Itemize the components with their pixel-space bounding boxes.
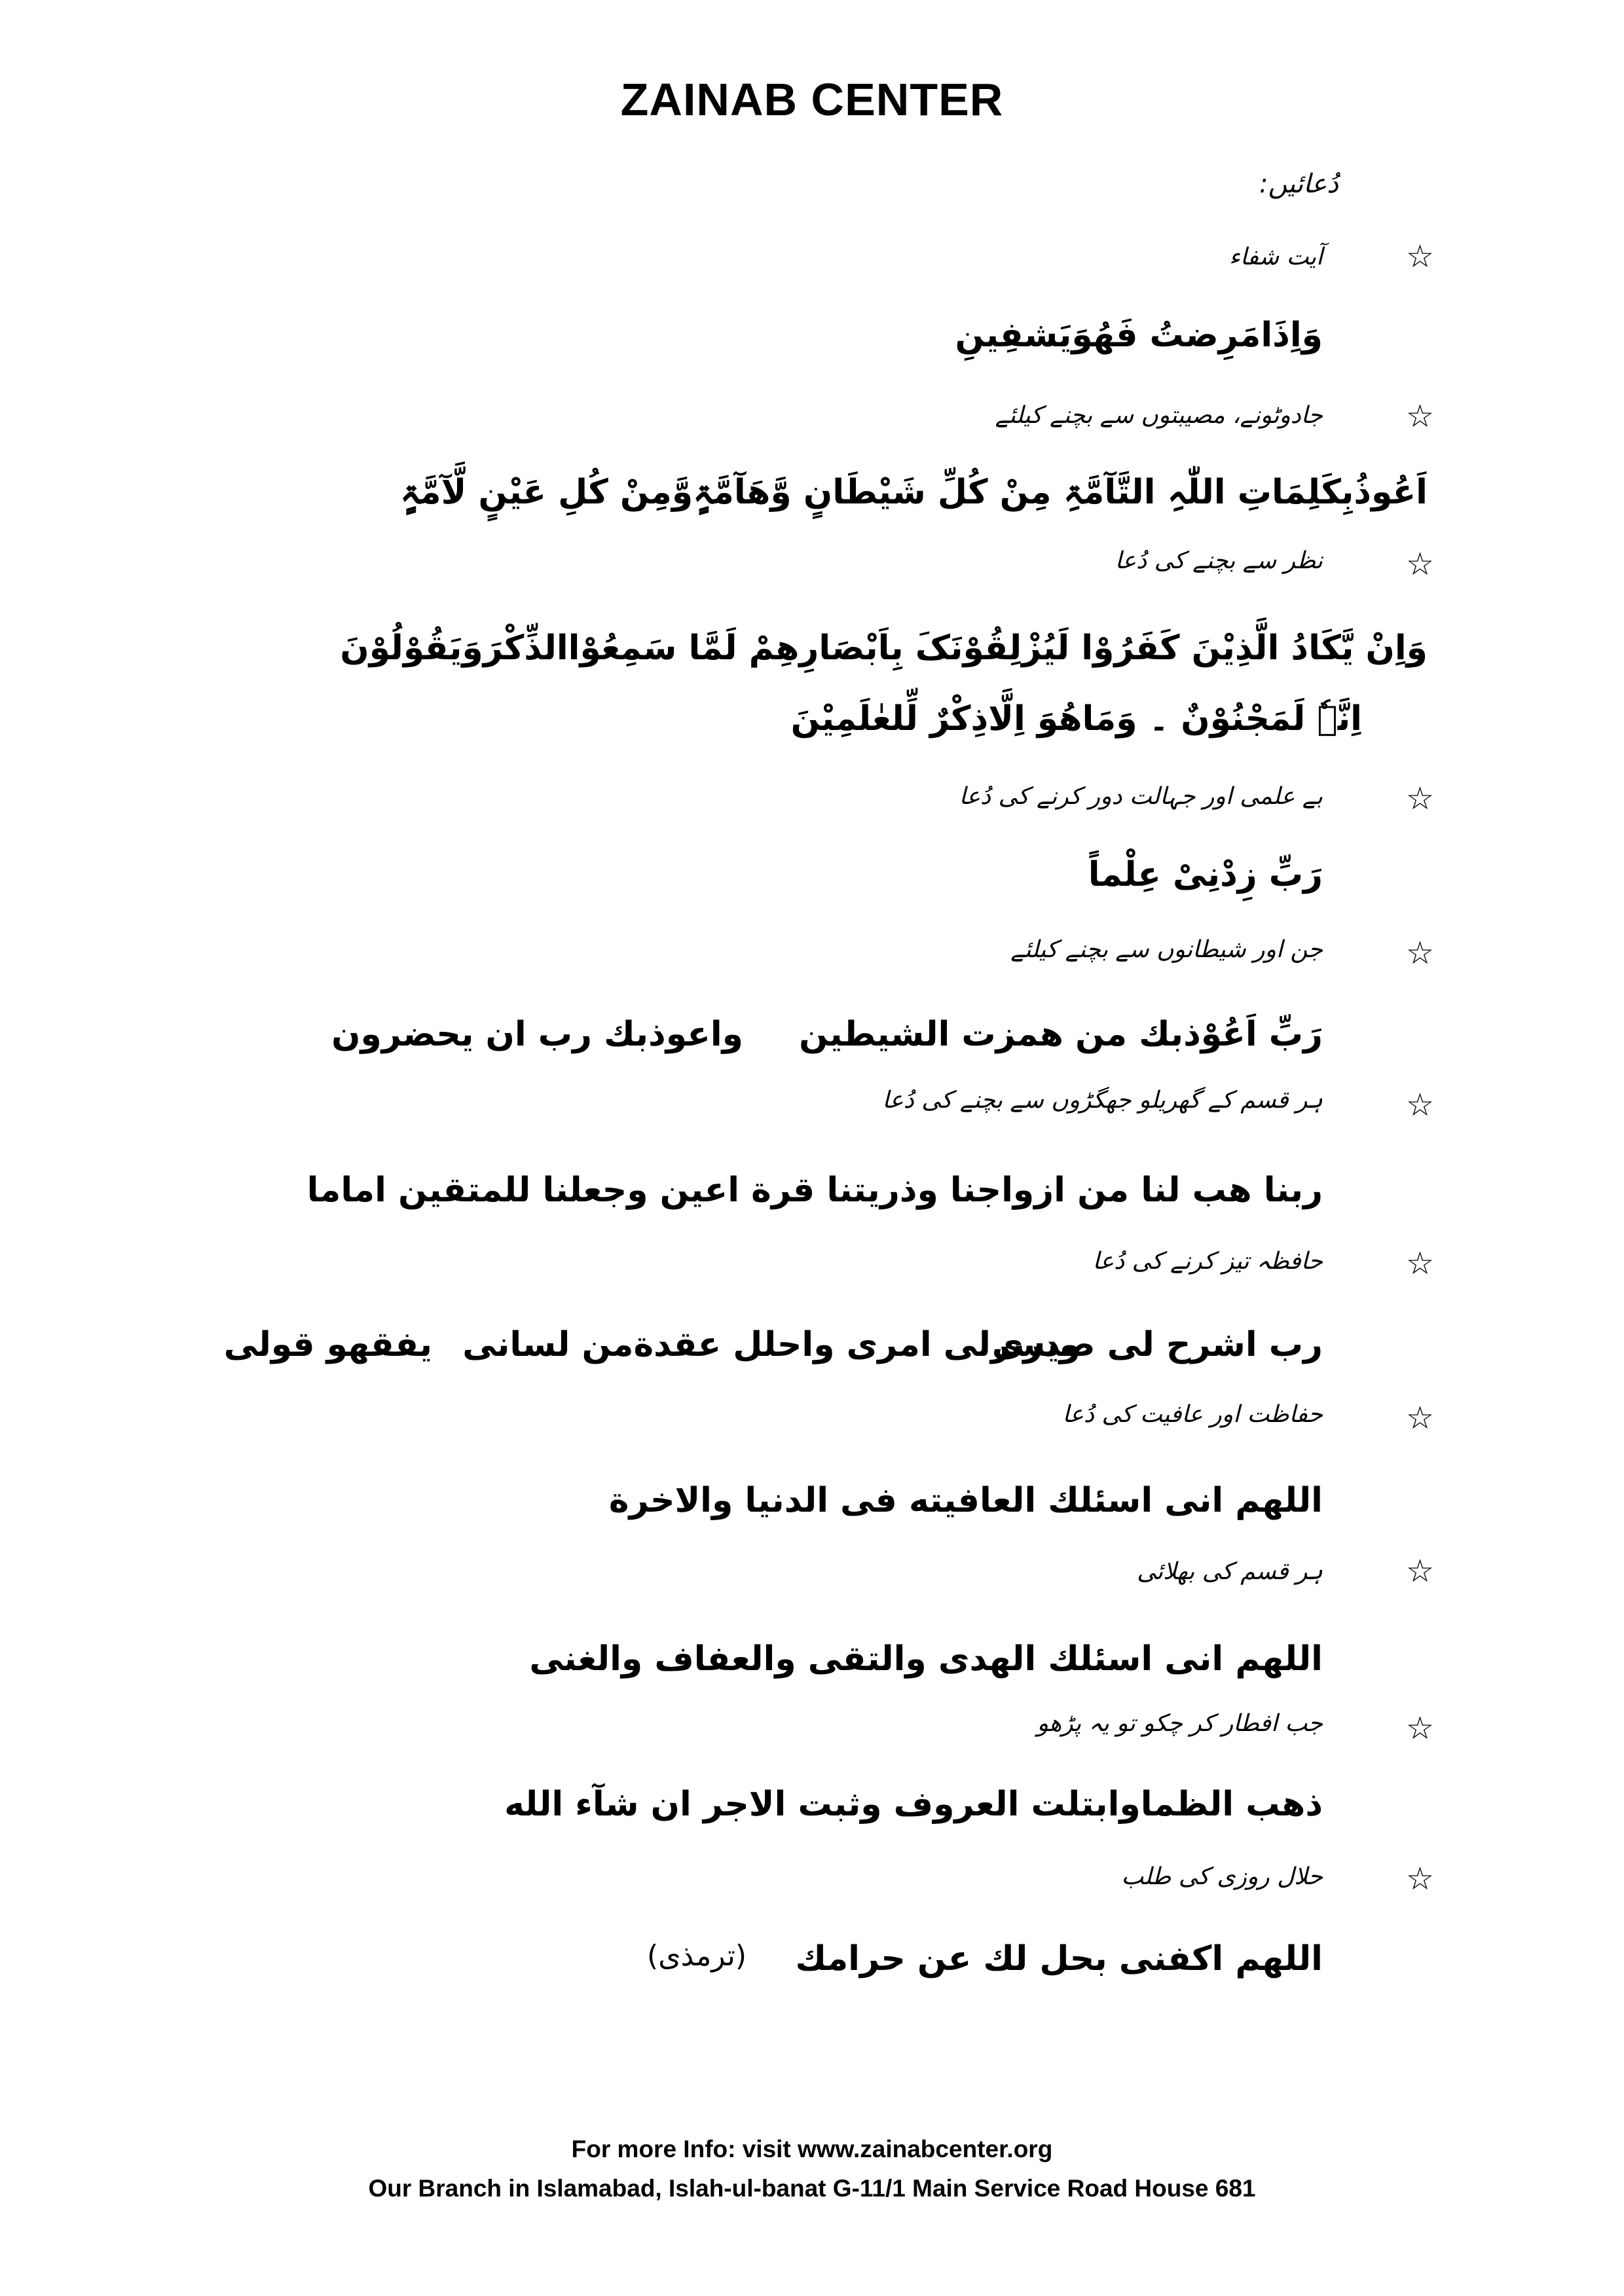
dua-arabic-text: اللهم اكفنى بحل لك عن حرامك xyxy=(795,1939,1323,1978)
dua-arabic-text: يفقهو قولى xyxy=(223,1325,432,1364)
source-note: (ترمذی) xyxy=(647,1939,747,1973)
dua-label: جب افطار کر چکو تو یہ پڑھو xyxy=(1037,1710,1323,1737)
dua-arabic-text: واعوذبك رب ان يحضرون xyxy=(331,1015,743,1054)
dua-label: حلال روزی کی طلب xyxy=(1121,1863,1323,1890)
dua-arabic-text: رب اشرح لى صدرى xyxy=(991,1325,1323,1364)
star-icon: ☆ xyxy=(1405,1553,1434,1590)
section-heading: دُعائیں: xyxy=(1259,169,1338,199)
dua-label: ہر قسم کے گھریلو جھگڑوں سے بچنے کی دُعا xyxy=(882,1087,1323,1114)
dua-arabic-text: اللهم انى اسئلك العافيته فى الدنيا والاخرة xyxy=(608,1481,1323,1520)
footer-info: For more Info: visit www.zainabcenter.org xyxy=(571,2136,1053,2162)
dua-arabic-text: رَبِّ زِدْنِیْ عِلْماً xyxy=(1088,855,1323,894)
star-icon: ☆ xyxy=(1405,546,1434,583)
dua-label: جادوٹونے، مصیبتوں سے بچنے کیلئے xyxy=(995,402,1323,429)
dua-arabic-text: ذهب الظماوابتلت العروف وثبت الاجر ان شآء الله xyxy=(504,1785,1323,1824)
footer-branch: Our Branch in Islamabad, Islah-ul-banat G-11/1 Main Service Road House 681 xyxy=(368,2175,1256,2202)
dua-arabic-text: وَاِنْ یَّکَادُ الَّذِیْنَ کَفَرُوْا لَیُزْلِقُوْنَکَ بِاَبْصَارِھِمْ لَمَّا سَمِعُوْاالذِّکْرَوَیَقُوْلُوْنَ xyxy=(340,629,1428,668)
dua-label: ہر قسم کی بھلائی xyxy=(1137,1558,1323,1585)
star-icon: ☆ xyxy=(1405,1710,1434,1747)
dua-arabic-text-continued: اِنَّہٗ لَمَجْنُوْنٌ ۔ وَمَاھُوَ اِلَّاذِکْرٌ لِّلعٰلَمِیْنَ xyxy=(790,699,1362,738)
dua-label: نظر سے بچنے کی دُعا xyxy=(1115,547,1323,574)
dua-arabic-text: اللهم انى اسئلك الهدى والتقى والعفاف والغنى xyxy=(529,1639,1323,1679)
star-icon: ☆ xyxy=(1405,1861,1434,1897)
star-icon: ☆ xyxy=(1405,1087,1434,1123)
dua-arabic-text: ربنا هب لنا من ازواجنا وذريتنا قرة اعين وجعلنا للمتقين اماما xyxy=(306,1171,1323,1210)
star-icon: ☆ xyxy=(1405,935,1434,972)
dua-label: آیت شفاء xyxy=(1228,244,1323,270)
star-icon: ☆ xyxy=(1405,780,1434,817)
dua-arabic-text: رَبِّ اَعُوْذبك من همزت الشيطين xyxy=(799,1015,1323,1054)
dua-arabic-text: وَاِذَامَرِضتُ فَھُوَیَشفِینِ xyxy=(955,316,1323,355)
dua-arabic-text: اَعُوذُبِکَلِمَاتِ اللّٰہِ التَّآمَّۃِ مِنْ کُلِّ شَیْطَانٍ وَّھَآمَّۃٍوَّمِنْ کُلِ عَیْنٍ لَّآمَّۃٍ xyxy=(399,473,1428,512)
dua-arabic-text: ويسرلى امرى واحلل عقدةمن لسانى xyxy=(462,1325,1080,1364)
dua-label: حافظہ تیز کرنے کی دُعا xyxy=(1092,1248,1323,1275)
star-icon: ☆ xyxy=(1405,1245,1434,1282)
dua-label: بے علمی اور جہالت دور کرنے کی دُعا xyxy=(959,783,1323,810)
page-title: ZAINAB CENTER xyxy=(620,74,1004,125)
star-icon: ☆ xyxy=(1405,398,1434,435)
dua-label: جن اور شیطانوں سے بچنے کیلئے xyxy=(1010,936,1323,963)
star-icon: ☆ xyxy=(1405,238,1434,275)
star-icon: ☆ xyxy=(1405,1400,1434,1436)
dua-label: حفاظت اور عافیت کی دُعا xyxy=(1062,1401,1323,1428)
